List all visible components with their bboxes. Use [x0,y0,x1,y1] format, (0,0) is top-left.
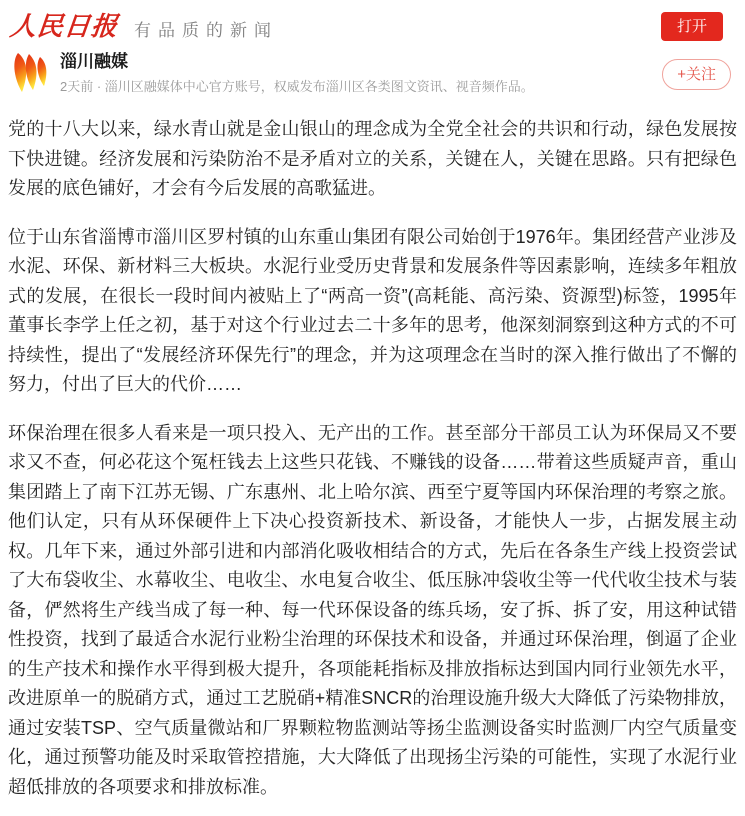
article-paragraph: 位于山东省淄博市淄川区罗村镇的山东重山集团有限公司始创于1976年。集团经营产业涉及水泥、环保、新材料三大板块。水泥行业受历史背景和发展条件等因素影响，连续多年粗放式的发展，在很长一段时间内被贴上了“两高一资”(高耗能、高污染、资源型)标签，1995年董事长李学上任之初，基于对这个行业过去二十多年的思考，他深刻洞察到这种方式的不可持续性，提出了“发展经济环保先行”的理念，并为这项理念在当时的深入推行做出了不懈的努力，付出了巨大的代价…… [8,226,737,394]
publisher-header [0,46,745,98]
publisher-name[interactable]: 淄川融媒 [60,52,128,72]
publisher-info [60,52,534,95]
app-slogan: 有品质的新闻 [134,20,279,40]
publisher-avatar-flame-icon[interactable] [10,52,50,96]
article-paragraph: 党的十八大以来，绿水青山就是金山银山的理念成为全党全社会的共识和行动，绿色发展按下快进键。经济发展和污染防治不是矛盾对立的关系，关键在人，关键在思路。只有把绿色发展的底色铺好，才会有今后发展的高歌猛进。 [8,119,737,198]
app-banner [0,0,745,46]
article-body [0,98,745,816]
follow-button[interactable]: +关注 [662,59,731,90]
publisher-meta: 2天前 · 淄川区融媒体中心官方账号，权威发布淄川区各类图文资讯、视音频作品。 [60,78,534,94]
open-app-button[interactable]: 打开 [661,12,723,41]
peoples-daily-logo: 人民日报 [8,11,120,42]
article-paragraph: 环保治理在很多人看来是一项只投入、无产出的工作。甚至部分干部员工认为环保局又不要求又不查，何必花这个冤枉钱去上这些只花钱、不赚钱的设备……带着这些质疑声音，重山集团踏上了南下江苏无锡、广东惠州、北上哈尔滨、西至宁夏等国内环保治理的考察之旅。他们认定，只有从环保硬件上下决心投资新技术、新设备，才能快人一步，占据发展主动权。几年下来，通过外部引进和内部消化吸收相结合的方式，先后在各条生产线上投资尝试了大布袋收尘、水幕收尘、电收尘、水电复合收尘、低压脉冲袋收尘等一代代收尘技术与装备，俨然将生产线当成了每一种、每一代环保设备的练兵场，安了拆、拆了安，用这种试错性投资，找到了最适合水泥行业粉尘治理的环保技术和设备，并通过环保治理，倒逼了企业的生产技术和操作水平得到极大提升，各项能耗指标及排放指标达到国内同行业领先水平，改进原单一的脱硝方式，通过工艺脱硝+精准SNCR的治理设施升级大大降低了污染物排放，通过安装TSP、空气质量微站和厂界颗粒物监测站等扬尘监测设备实时监测厂内空气质量变化，通过预警功能及时采取管控措施，大大降低了出现扬尘污染的可能性，实现了水泥行业超低排放的各项要求和排放标准。 [8,422,737,797]
